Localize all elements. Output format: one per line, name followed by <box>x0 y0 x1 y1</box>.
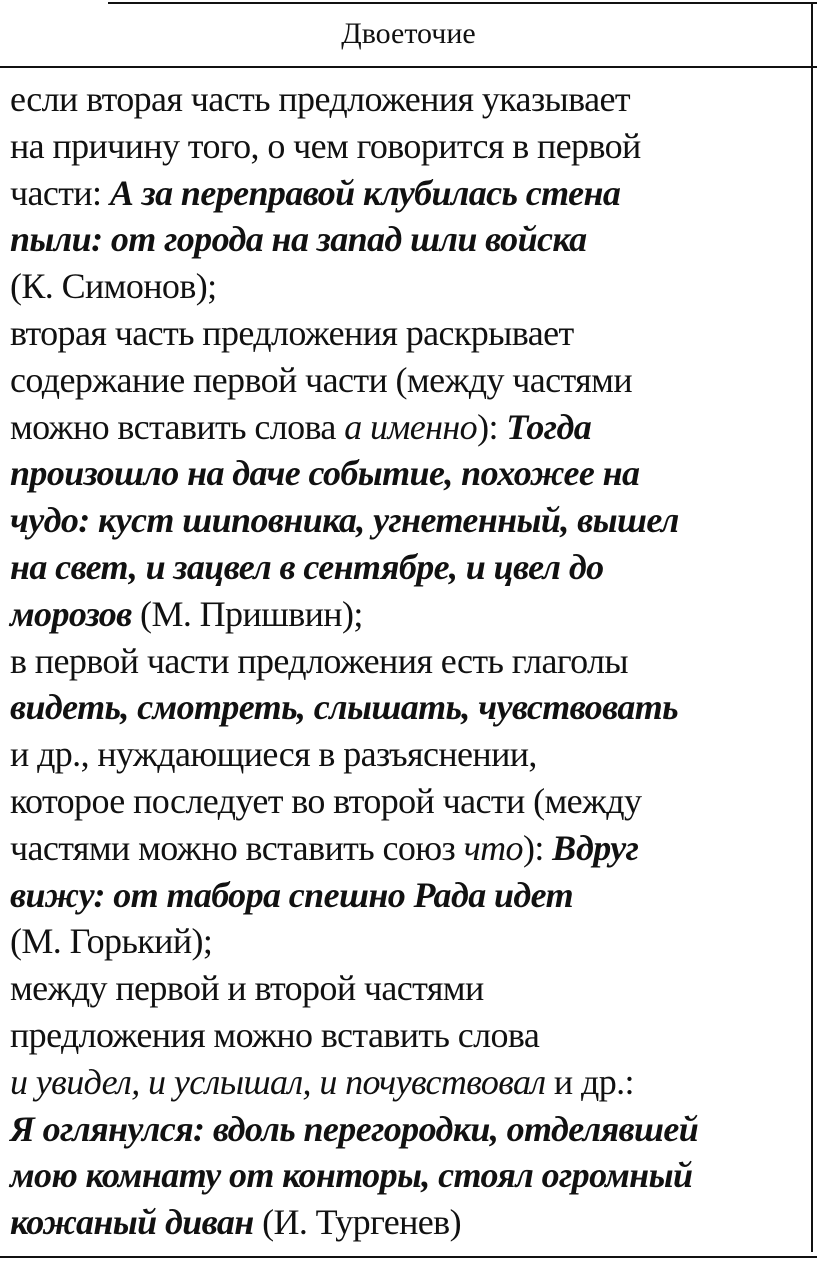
rule-text: (К. Симонов); <box>10 266 217 307</box>
rule-text: между первой и второй частями <box>10 968 484 1009</box>
text-line <box>10 450 810 497</box>
example-text: А за переправой клубилась стена <box>109 172 621 213</box>
rule-text: (М. Горький); <box>10 921 213 962</box>
rule-item <box>10 310 810 638</box>
keyword-text: а именно <box>344 406 478 447</box>
rule-text: (М. Пришвин); <box>131 593 363 634</box>
example-text: кожаный диван <box>10 1202 254 1243</box>
rule-text: и др., нуждающиеся в разъяснении, <box>10 734 537 775</box>
text-line <box>10 591 810 638</box>
example-text: чудо: куст шиповника, угнетенный, вышел <box>10 500 679 541</box>
text-line <box>10 965 810 1012</box>
rule-item <box>10 76 810 310</box>
table-top-border <box>108 2 817 4</box>
text-line <box>10 263 810 310</box>
text-line <box>10 731 810 778</box>
text-line <box>10 310 810 357</box>
rule-item <box>10 638 810 966</box>
rule-text: предложения можно вставить слова <box>10 1014 540 1055</box>
example-text: видеть, смотреть, слышать, чувствовать <box>10 687 678 728</box>
keyword-text: что <box>463 827 523 868</box>
rule-text: можно вставить слова <box>10 406 345 447</box>
rule-text: ): <box>522 827 553 868</box>
text-line <box>10 1199 810 1246</box>
example-text: Я оглянулся: вдоль перегородки, отделявшей <box>10 1108 699 1149</box>
rule-text: содержание первой части (между частями <box>10 359 632 400</box>
rule-text: вторая часть предложения раскрывает <box>10 312 574 353</box>
rule-text: если вторая часть предложения указывает <box>10 79 630 119</box>
table-header-title: Двоеточие <box>341 17 476 50</box>
rule-text: которое последует во второй части (между <box>10 780 642 821</box>
table-bottom-border <box>0 1256 817 1258</box>
rule-text: частями можно вставить союз <box>10 827 464 868</box>
text-line <box>10 404 810 451</box>
rule-text: и др.: <box>545 1061 634 1102</box>
example-text: на свет, и зацвел в сентябре, и цвел до <box>10 546 604 587</box>
text-line <box>10 1152 810 1199</box>
text-line <box>10 357 810 404</box>
keyword-text: и увидел, и услышал, и почувствовал <box>10 1061 546 1102</box>
rule-text: (И. Тургенев) <box>253 1202 461 1243</box>
rule-text: ): <box>477 406 507 447</box>
text-line <box>10 918 810 965</box>
text-line <box>10 544 810 591</box>
example-text: Тогда <box>506 406 592 447</box>
table-body-text <box>10 76 810 1246</box>
text-line <box>10 684 810 731</box>
text-line <box>10 872 810 919</box>
example-text: морозов <box>10 593 132 634</box>
text-line <box>10 497 810 544</box>
example-text: произошло на даче событие, похожее на <box>10 453 640 494</box>
rule-text: в первой части предложения есть глаголы <box>10 640 628 681</box>
text-line <box>10 170 810 217</box>
example-text: Вдруг <box>552 827 639 868</box>
text-line <box>10 123 810 170</box>
text-line <box>10 638 810 685</box>
header-divider <box>0 66 817 68</box>
table-right-border <box>811 2 813 1252</box>
rule-text: части: <box>10 172 110 213</box>
rule-text: на причину того, о чем говорится в первой <box>10 125 641 166</box>
text-line <box>10 1106 810 1153</box>
text-line <box>10 1012 810 1059</box>
text-line <box>10 76 810 123</box>
rule-item <box>10 965 810 1246</box>
example-text: вижу: от табора спешно Рада идет <box>10 874 573 915</box>
text-line <box>10 1059 810 1106</box>
example-text: мою комнату от конторы, стоял огромный <box>10 1155 693 1196</box>
text-line <box>10 216 810 263</box>
text-line <box>10 825 810 872</box>
text-line <box>10 778 810 825</box>
example-text: пыли: от города на запад шли войска <box>10 219 587 260</box>
